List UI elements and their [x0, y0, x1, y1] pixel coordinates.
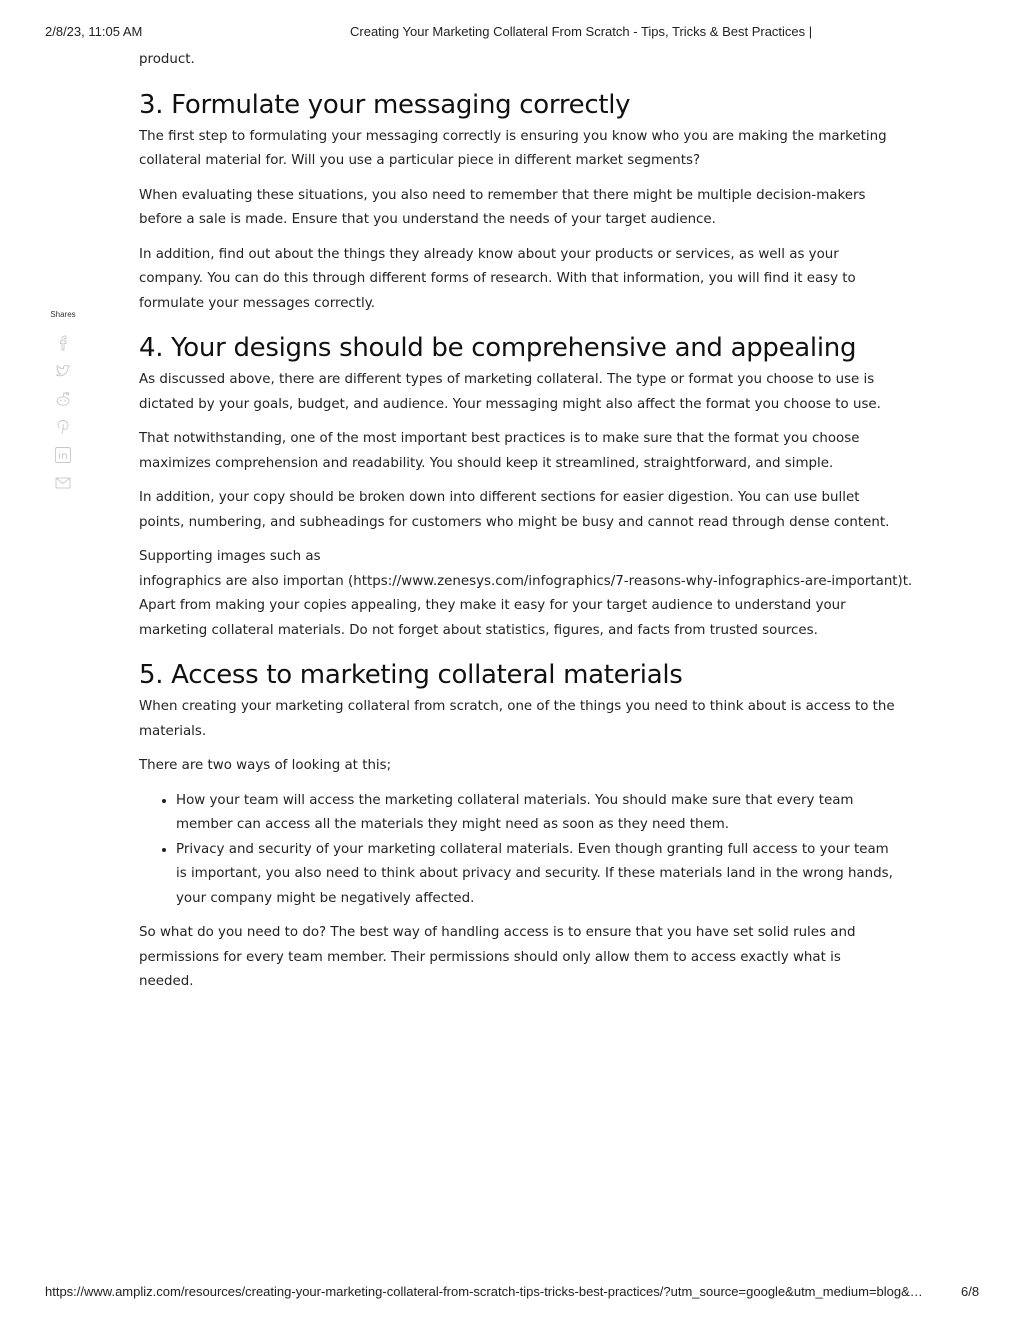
linkedin-icon[interactable]: [53, 445, 73, 465]
section-4-paragraph-3: In addition, your copy should be broken down into different sections for easier digestion. You can use bullet points, numbering, and subheadings for customers who might be busy and cannot read through dense content.: [139, 490, 890, 530]
section-3-paragraph-1: The first step to formulating your messaging correctly is ensuring you know who you are making the marketing collateral material for. Will you use a particular piece in different market segments?: [139, 128, 887, 168]
list-item: • Privacy and security of your marketing collateral materials. Even though granting full access to your team is important, you also need to think about privacy and security. If these materials land in the wrong hands, your company might be negatively affected.: [176, 838, 899, 912]
section-3-heading: 3. Formulate your messaging correctly: [139, 89, 631, 120]
section-5-paragraph-1: When creating your marketing collateral from scratch, one of the things you need to think about is access to the materials.: [139, 699, 895, 739]
section-4-heading: 4. Your designs should be comprehensive and appealing: [139, 333, 857, 363]
article-body: [139, 48, 913, 1005]
list-item: • How your team will access the marketing collateral materials. You should make sure that every team member can access all the materials they might need as soon as they need them.: [176, 789, 899, 838]
shares-label: Shares: [50, 310, 76, 319]
section-3-paragraph-2: When evaluating these situations, you also need to remember that there might be multiple decision-makers before a sale is made. Ensure that you understand the needs of your target audience.: [139, 187, 866, 227]
reddit-icon[interactable]: [53, 389, 73, 409]
section-4-paragraph-4: [139, 545, 913, 643]
print-url: https://www.ampliz.com/resources/creating-your-marketing-collateral-from-scratch-tips-tricks-best-practices/?utm_source=google&utm_medium=blog&…: [45, 1284, 923, 1299]
section-5-paragraph-2: There are two ways of looking at this;: [139, 758, 392, 773]
section-4-paragraph-1: As discussed above, there are different types of marketing collateral. The type or format you choose to use is dictated by your goals, budget, and audience. Your messaging might also affect the format you choose to use.: [139, 372, 881, 412]
section-5-paragraph-3: So what do you need to do? The best way of handling access is to ensure that you have set solid rules and permissions for every team member. Their permissions should only allow them to access exactly what is needed.: [139, 925, 856, 989]
section-5-heading: 5. Access to marketing collateral materials: [139, 660, 683, 690]
supporting-images-text: Supporting images such as: [139, 549, 321, 564]
twitter-icon[interactable]: [53, 361, 73, 381]
print-date: 2/8/23, 11:05 AM: [45, 24, 143, 39]
supporting-images-continuation: Apart from making your copies appealing, they make it easy for your target audience to understand your marketing collateral materials. Do not forget about statistics, figures, and facts from trusted sources.: [139, 598, 846, 638]
print-page-title: Creating Your Marketing Collateral From Scratch - Tips, Tricks & Best Practices |: [350, 24, 813, 39]
access-bullet-list: [139, 789, 899, 912]
pinterest-icon[interactable]: [53, 417, 73, 437]
infographics-link-text[interactable]: infographics are also importan (https://www.zenesys.com/infographics/7-reasons-why-infographics-are-important)t.: [139, 573, 913, 589]
section-4-paragraph-2: That notwithstanding, one of the most important best practices is to make sure that the format you choose maximizes comprehension and readability. You should keep it streamlined, straightforward, and simple.: [139, 431, 860, 471]
facebook-icon[interactable]: [53, 333, 73, 353]
share-sidebar: [40, 310, 86, 501]
print-header: [0, 24, 1024, 42]
section-3-paragraph-3: In addition, find out about the things they already know about your products or services, as well as your company. You can do this through different forms of research. With that information, you will find it easy to formulate your messages correctly.: [139, 246, 856, 311]
email-icon[interactable]: [53, 473, 73, 493]
intro-fragment: product.: [139, 52, 195, 67]
page-number: 6/8: [961, 1284, 980, 1299]
